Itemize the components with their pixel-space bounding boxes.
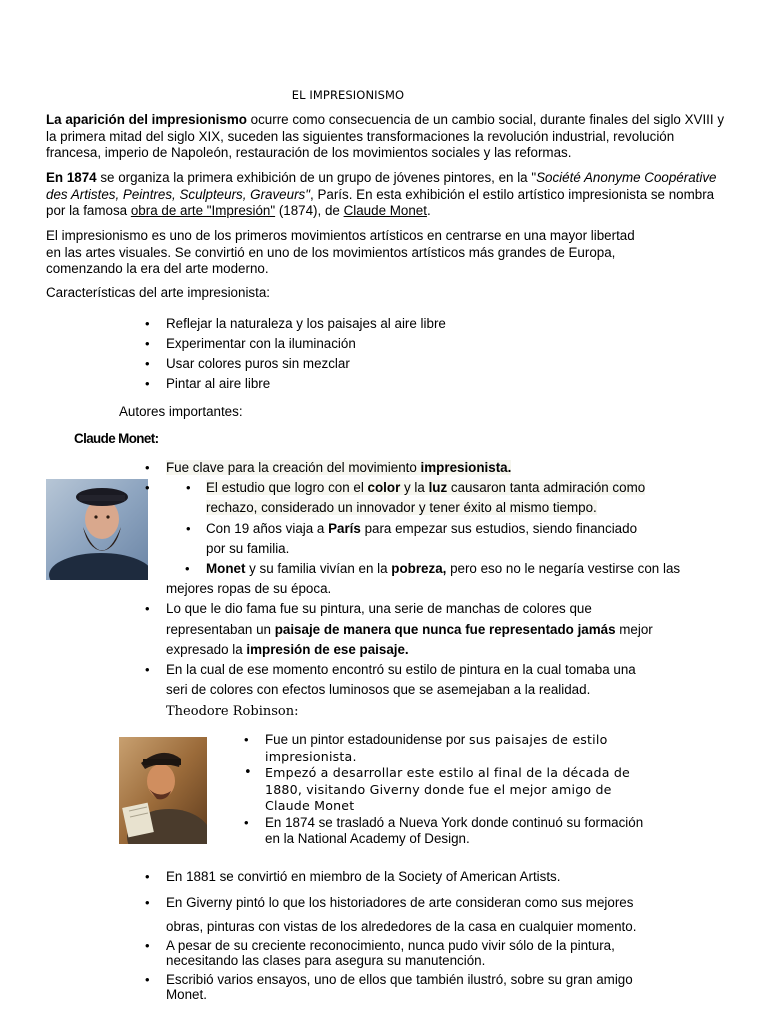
monet-b1-text: Fue clave para la creación del movimiento — [166, 460, 421, 475]
authors-label: Autores importantes: — [119, 404, 243, 419]
document-title: EL IMPRESIONISMO — [291, 88, 405, 102]
impresion-link[interactable]: obra de arte "Impresión" — [130, 203, 276, 218]
monet-s2-post2: por su familia. — [206, 540, 290, 556]
claude-monet-link[interactable]: Claude Monet — [343, 203, 427, 218]
monet-s1-color: color — [367, 480, 401, 496]
list-item — [265, 732, 685, 765]
list-item: • Pintar al aire libre — [166, 376, 446, 396]
monet-b2-post: mejor — [615, 621, 653, 637]
monet-s3-monet: Monet — [206, 561, 246, 577]
robinson-r2-line3: Claude Monet — [265, 798, 355, 813]
monet-s1-luz: luz — [428, 480, 448, 496]
robinson-heading: Theodore Robinson: — [166, 704, 299, 719]
monet-b1-bold: impresionista. — [420, 460, 512, 475]
monet-b3-line1: En la cual de ese momento encontró su estilo de pintura en la cual tomaba una — [166, 662, 636, 678]
robinson-list — [265, 732, 685, 848]
monet-heading: Claude Monet: — [74, 431, 159, 446]
intro-lead: La aparición del impresionismo — [46, 112, 247, 127]
movement-line-1: El impresionismo es uno de los primeros movimientos artísticos en centrarse en una mayor libertad — [46, 228, 635, 243]
monet-sublist — [206, 478, 726, 559]
list-item — [206, 519, 726, 559]
final-f4-line2: Monet. — [166, 987, 207, 1002]
robinson-r1-text: Fue un pintor estadounidense por — [265, 732, 469, 747]
list-item — [166, 579, 726, 599]
intro-paragraph — [46, 112, 732, 162]
final-f3-line2: necesitando las clases para asegura su manutención. — [166, 953, 486, 968]
list-item: • En 1881 se convirtió en miembro de la Society of American Artists. — [166, 869, 666, 885]
characteristics-list — [166, 316, 446, 396]
list-item — [265, 815, 685, 848]
monet-s1-mid: y la — [400, 480, 429, 496]
list-item — [206, 559, 726, 579]
robinson-portrait — [119, 737, 207, 844]
exhibition-paragraph — [46, 170, 732, 220]
monet-list — [166, 458, 726, 700]
list-item — [206, 478, 726, 518]
robinson-r1-dj2: impresionista. — [265, 748, 357, 764]
robinson-r2-line1: Empezó a desarrollar este estilo al final de la década de — [265, 765, 630, 780]
final-f4-line1: Escribió varios ensayos, uno de ellos que también ilustró, sobre su gran amigo — [166, 971, 633, 987]
monet-b2-pre3: expresado la — [166, 641, 247, 657]
list-item: • Reflejar la naturaleza y los paisajes al aire libre — [166, 316, 446, 336]
robinson-facts-list — [166, 869, 666, 1003]
monet-s2-post1: para empezar sus estudios, siendo financiado — [360, 520, 638, 536]
monet-s2-paris: París — [328, 520, 361, 536]
intro-text: ocurre como consecuencia de un cambio social, durante finales del siglo XVIII y la primera mitad del siglo XIX, suceden las siguientes transformaciones la revolución industrial, revolución francesa, imperio de Napoleón, restauración de los movimientos sociales y las reformas. — [46, 112, 725, 160]
list-item: • Usar colores puros sin mezclar — [166, 356, 446, 376]
monet-b2-pre2: representaban un — [166, 621, 275, 637]
robinson-r1-dj1: sus paisajes de estilo — [468, 732, 608, 747]
monet-b3-line2: seri de colores con efectos luminosos que se asemejaban a la realidad. — [166, 682, 591, 698]
monet-s3-mid: y su familia vivían en la — [245, 561, 392, 577]
final-f2-line2: obras, pinturas con vistas de los alrededores de la casa en cualquier momento. — [166, 919, 637, 934]
robinson-r3-line2: en la National Academy of Design. — [265, 831, 470, 846]
monet-s1-post2: rechazo, considerado un innovador y tener éxito al mismo tiempo. — [206, 500, 597, 516]
final-f3-line1: A pesar de su creciente reconocimiento, nunca pudo vivir sólo de la pintura, — [166, 937, 615, 953]
list-item — [166, 938, 666, 969]
monet-b2-bold: paisaje de manera que nunca fue representado jamás — [274, 621, 616, 637]
exhibition-text-2: , París. En esta exhibición el estilo artístico impresionista se nombra por la famosa — [46, 186, 715, 218]
list-item — [166, 895, 666, 935]
robinson-r3-line1: En 1874 se trasladó a Nueva York donde continuó su formación — [265, 814, 644, 830]
movement-line-2: en las artes visuales. Se convirtió en uno de los movimientos artísticos más grandes de Europa, — [46, 244, 616, 260]
monet-s3-pobreza: pobreza, — [391, 561, 447, 577]
monet-b2-bold2: impresión de ese paisaje. — [246, 641, 409, 657]
list-item — [166, 478, 726, 559]
monet-s2-text: Con 19 años viaja a — [206, 520, 329, 536]
monet-s3-post2: mejores ropas de su época. — [166, 581, 332, 597]
exhibition-text-1: se organiza la primera exhibición de un grupo de jóvenes pintores, en la " — [96, 170, 537, 185]
monet-b2-line1: Lo que le dio fama fue su pintura, una serie de manchas de colores que — [166, 601, 592, 617]
monet-s3-post1: pero eso no le negaría vestirse con las — [446, 561, 681, 577]
characteristics-heading: Características del arte impresionista: — [46, 285, 271, 300]
robinson-r2-line2: 1880, visitando Giverny donde fue el mejor amigo de — [265, 781, 612, 797]
list-item — [166, 660, 726, 700]
list-item — [166, 599, 726, 660]
exhibition-text-4: . — [426, 203, 431, 218]
list-item: • Experimentar con la iluminación — [166, 336, 446, 356]
movement-paragraph — [46, 228, 732, 278]
exhibition-lead: En 1874 — [46, 170, 97, 185]
list-item — [166, 458, 726, 478]
monet-s1-text: El estudio que logro con el — [206, 480, 368, 496]
final-f2-line1: En Giverny pintó lo que los historiadores de arte consideran como sus mejores — [166, 894, 634, 910]
movement-line-3: comenzando la era del arte moderno. — [46, 261, 269, 276]
list-item — [265, 765, 685, 815]
exhibition-text-3: (1874), de — [275, 203, 344, 218]
society-name: Société Anonyme Coopérative des Artistes, Peintres, Sculpteurs, Graveurs" — [46, 170, 717, 202]
list-item — [166, 972, 666, 1003]
monet-s1-post1: causaron tanta admiración como — [447, 480, 646, 496]
monet-portrait — [46, 479, 148, 580]
